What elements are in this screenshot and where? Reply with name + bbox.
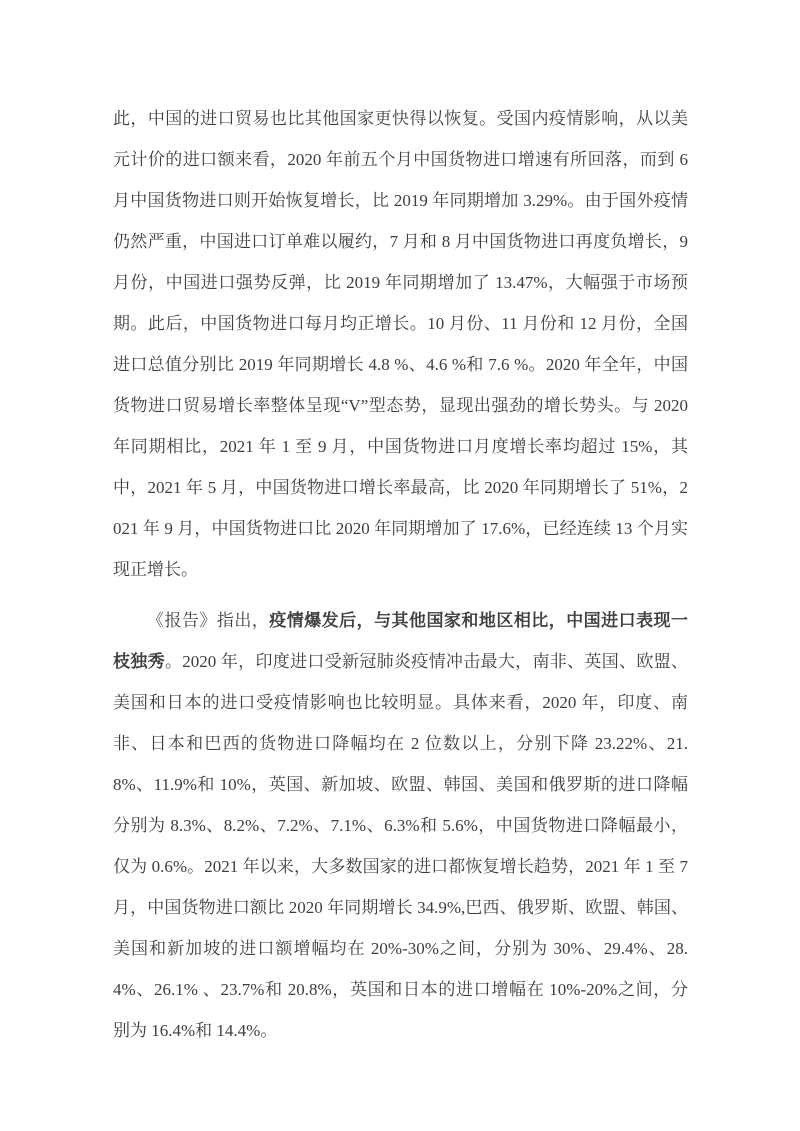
paragraph-text-run: 此，中国的进口贸易也比其他国家更快得以恢复。受国内疫情影响，从以美元计价的进口额来看，2020 年前五个月中国货物进口增速有所回落，而到 6 月中国货物进口则开始恢复增长，比 2019 年同期增加 3.29%。由于国外疫情仍然严重，中国进口订单难以履约，7 月和 8 月中国货物进口再度负增长，9 月份，中国进口强势反弹，比 2019 年同期增加了 13.47%，大幅强于市场预期。此后，中国货物进口每月均正增长。10 月份、11 月份和 12 月份，全国进口总值分别比 2019 年同期增长 4.8 %、4.6 %和 7.6 %。2020 年全年，中国货物进口贸易增长率整体呈现“V”型态势，显现出强劲的增长势头。与 2020 年同期相比，2021 年 1 至 9 月，中国货物进口月度增长率均超过 15%，其中，2021 年 5 月，中国货物进口增长率最高，比 2020 年同期增长了 51%，2021 年 9 月，中国货物进口比 2020 年同期增加了 17.6%，已经连续 13 个月实现正增长。 — [113, 109, 688, 579]
paragraph-text-run: 《报告》指出， — [147, 611, 270, 630]
paragraph-text-run: 。2020 年，印度进口受新冠肺炎疫情冲击最大，南非、英国、欧盟、美国和日本的进口受疫情影响也比较明显。具体来看，2020 年，印度、南非、日本和巴西的货物进口降幅均在 2 位数以上，分别下降 23.22%、21.8%、11.9%和 10%，英国、新加坡、欧盟、韩国、美国和俄罗斯的进口降幅分别为 8.3%、8.2%、7.2%、7.1%、6.3%和 5.6%，中国货物进口降幅最小，仅为 0.6%。2021 年以来，大多数国家的进口都恢复增长趋势，2021 年 1 至 7 月，中国货物进口额比 2020 年同期增长 34.9%,巴西、俄罗斯、欧盟、韩国、美国和新加坡的进口额增幅均在 20%-30%之间，分别为 30%、29.4%、28.4%、26.1% 、23.7%和 20.8%，英国和日本的进口增幅在 10%-20%之间，分别为 16.4%和 14.4%。 — [113, 652, 689, 1040]
paragraph-report-comparison — [113, 600, 688, 1051]
paragraph-bold-run: 疫情爆发后，与其他国家和地区相比，中国进口表现一枝独秀 — [113, 611, 689, 671]
paragraph-import-recovery — [113, 98, 688, 590]
